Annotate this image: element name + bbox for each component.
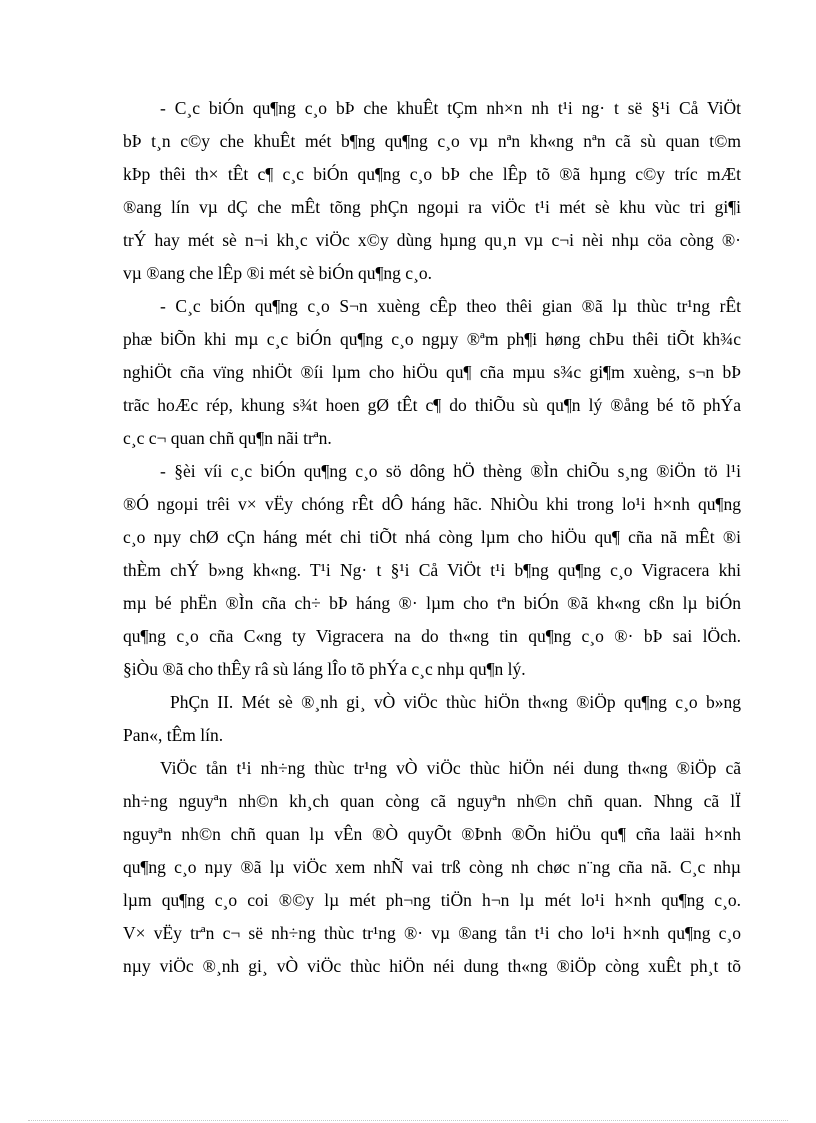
body-text [123,92,741,983]
text-line: qu¶ng c¸o nµy ®ã lµ viÖc xem nhÑ vai trß còng nh chøc n¨ng cña nã. C¸c nhµ [123,857,741,877]
text-line: mµ bé phËn ®Ìn cña ch÷ bÞ háng ®· lµm cho tªn biÓn ®ã kh«ng cßn lµ biÓn [123,593,741,613]
text-line: lµm qu¶ng c¸o coi ®©y lµ mét ph¬ng tiÖn h¬n lµ mét lo¹i h×nh qu¶ng c¸o. [123,890,741,910]
text-line: ViÖc tån t¹i nh÷ng thùc tr¹ng vÒ viÖc thùc hiÖn néi dung th«ng ®iÖp cã [160,758,741,778]
text-line: kÞp thêi th× tÊt c¶ c¸c biÓn qu¶ng c¸o bÞ che lÊp tõ ®ã hµng c©y tríc mÆt [123,164,741,184]
text-line: c¸o nµy chØ cÇn háng mét chi tiÕt nhá còng lµm cho hiÖu qu¶ cña nã mÊt ®i [123,527,741,547]
text-line: V× vËy trªn c¬ së nh÷ng thùc tr¹ng ®· vµ ®ang tån t¹i cho lo¹i h×nh qu¶ng c¸o [123,923,741,943]
text-line: - C¸c biÓn qu¶ng c¸o bÞ che khuÊt tÇm nh×n nh t¹i ng· t së §¹i Cå ViÖt [160,98,741,118]
text-line: thÈm chÝ b»ng kh«ng. T¹i Ng· t §¹i Cå ViÖt t¹i b¶ng qu¶ng c¸o Vigracera khi [123,560,741,580]
text-line: phæ biÕn khi mµ c¸c biÓn qu¶ng c¸o ngµy ®ªm ph¶i høng chÞu thêi tiÕt kh¾c [123,329,741,349]
text-line: ®Ó ngoµi trêi v× vËy chóng rÊt dÔ háng hãc. NhiÒu khi trong lo¹i h×nh qu¶ng [123,494,741,514]
text-line: trãc hoÆc rép, khung s¾t hoen gØ tÊt c¶ do thiÕu sù qu¶n lý ®ång bé tõ phÝa [123,395,741,415]
section-heading [123,686,741,752]
text-line: qu¶ng c¸o cña C«ng ty Vigracera na do th«ng tin qu¶ng c¸o ®· bÞ sai lÖch. [123,626,741,646]
text-line: nghiÖt cña vïng nhiÖt ®íi lµm cho hiÖu qu¶ cña mµu s¾c gi¶m xuèng, s¬n bÞ [123,362,741,382]
text-line: ®ang lín vµ dÇ che mÊt tõng phÇn ngoµi ra viÖc t¹i mét sè khu vùc tri gi¶i [123,197,741,217]
paragraph-visibility [123,92,741,290]
paragraph-causes [123,752,741,983]
paragraph-lighting [123,455,741,686]
text-line: Pan«, tÊm lín. [123,725,224,745]
text-line: §iÒu ®ã cho thÊy râ sù láng lÎo tõ phÝa c¸c nhµ qu¶n lý. [123,659,526,679]
text-line: c¸c c¬ quan chñ qu¶n nãi trªn. [123,428,332,448]
text-line: - §èi víi c¸c biÓn qu¶ng c¸o sö dông hÖ thèng ®Ìn chiÕu s¸ng ®iÖn tö l¹i [160,461,741,481]
text-line: - C¸c biÓn qu¶ng c¸o S¬n xuèng cÊp theo thêi gian ®ã lµ thùc tr¹ng rÊt [160,296,741,316]
text-line: bÞ t¸n c©y che khuÊt mét b¶ng qu¶ng c¸o vµ nªn kh«ng nªn cã sù quan t©m [123,131,741,151]
page-bottom-divider [28,1120,788,1121]
text-line: vµ ®ang che lÊp ®i mét sè biÓn qu¶ng c¸o. [123,263,432,283]
text-line: PhÇn II. Mét sè ®¸nh gi¸ vÒ viÖc thùc hiÖn th«ng ®iÖp qu¶ng c¸o b»ng [170,692,741,712]
text-line: trÝ hay mét sè n¬i kh¸c viÖc x©y dùng hµng qu¸n vµ c¬i nèi nhµ cöa còng ®· [123,230,741,250]
text-line: nguyªn nh©n chñ quan lµ vÊn ®Ò quyÕt ®Þnh ®Õn hiÖu qu¶ cña laäi h×nh [123,824,741,844]
text-line: nµy viÖc ®¸nh gi¸ vÒ viÖc thùc hiÖn néi dung th«ng ®iÖp còng xuÊt ph¸t tõ [123,956,741,976]
paragraph-degradation [123,290,741,455]
text-line: nh÷ng nguyªn nh©n kh¸ch quan còng cã nguyªn nh©n chñ quan. Nhng cã lÏ [123,791,741,811]
